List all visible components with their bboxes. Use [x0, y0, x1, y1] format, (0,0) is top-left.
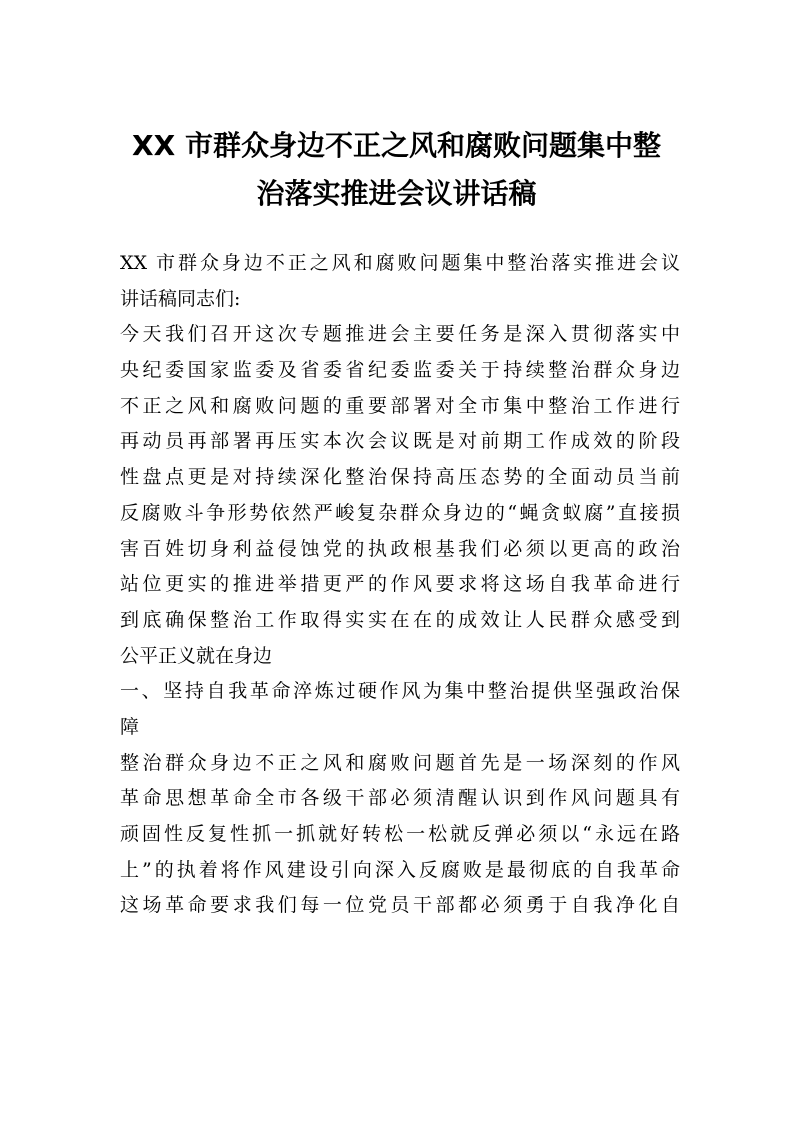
document-title-line-1: XX 市群众身边不正之风和腐败问题集中整	[132, 129, 661, 162]
body-line: 顽固性反复性抓一抓就好转松一松就反弹必须以“永远在路	[120, 823, 680, 845]
body-line: 这场革命要求我们每一位党员干部都必须勇于自我净化自	[120, 894, 680, 917]
body-line: 讲话稿同志们:	[120, 287, 241, 310]
body-line: 站位更实的推进举措更严的作风要求将这场自我革命进行	[120, 573, 680, 596]
body-line: 整治群众身边不正之风和腐败问题首先是一场深刻的作风	[120, 751, 680, 774]
body-line: 今天我们召开这次专题推进会主要任务是深入贯彻落实中	[120, 323, 680, 346]
document-body	[120, 246, 680, 924]
body-line: 到底确保整治工作取得实实在在的成效让人民群众感受到	[120, 608, 680, 631]
body-line: 上”的执着将作风建设引向深入反腐败是最彻底的自我革命	[120, 858, 680, 881]
document-title-line-2: 治落实推进会议讲话稿	[256, 177, 537, 210]
body-line: 反腐败斗争形势依然严峻复杂群众身边的“蝇贪蚁腐”直接损	[120, 501, 680, 524]
section-heading-line: 障	[120, 715, 140, 738]
body-line: XX 市群众身边不正之风和腐败问题集中整治落实推进会议	[120, 252, 680, 274]
section-heading-line: 一、坚持自我革命淬炼过硬作风为集中整治提供坚强政治保	[120, 680, 680, 703]
body-line: 不正之风和腐败问题的重要部署对全市集中整治工作进行	[120, 394, 680, 417]
body-line: 革命思想革命全市各级干部必须清醒认识到作风问题具有	[120, 787, 680, 810]
body-line: 再动员再部署再压实本次会议既是对前期工作成效的阶段	[120, 430, 680, 453]
body-line: 央纪委国家监委及省委省纪委监委关于持续整治群众身边	[120, 359, 680, 382]
body-line: 性盘点更是对持续深化整治保持高压态势的全面动员当前	[120, 466, 680, 489]
body-line: 害百姓切身利益侵蚀党的执政根基我们必须以更高的政治	[120, 537, 680, 560]
body-line: 公平正义就在身边	[120, 644, 273, 667]
